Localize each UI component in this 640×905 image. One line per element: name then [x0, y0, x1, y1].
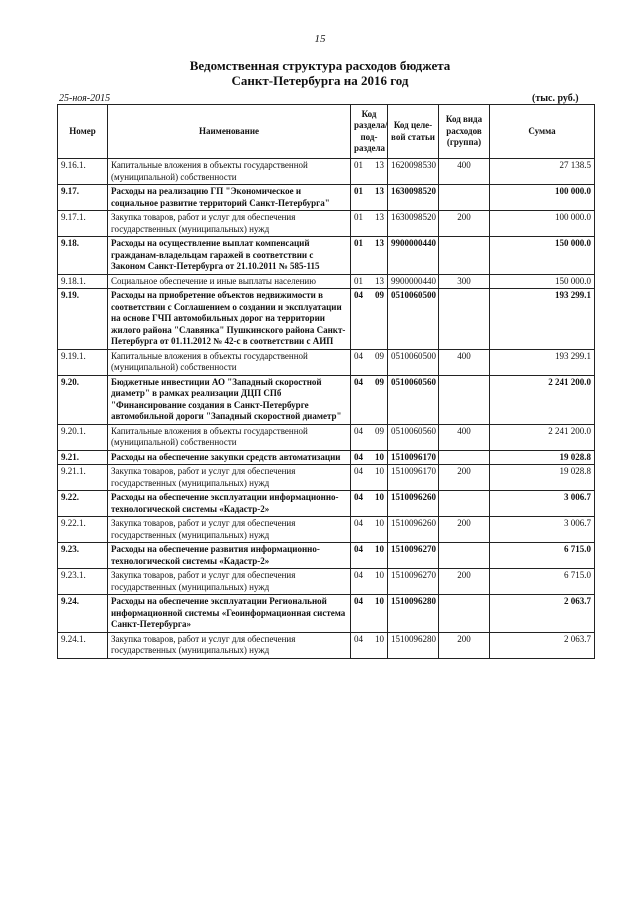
row-sum: 100 000.0 [490, 211, 595, 237]
row-target-code: 9900000440 [388, 237, 439, 275]
row-sum: 6 715.0 [490, 543, 595, 569]
row-sum: 2 063.7 [490, 595, 595, 633]
row-name: Закупка товаров, работ и услуг для обеспечения государственных (муниципальных) нужд [108, 569, 351, 595]
row-section-code: 04 [351, 595, 371, 633]
row-subsection-code: 10 [371, 491, 388, 517]
title-line-1: Ведомственная структура расходов бюджета [189, 58, 451, 73]
row-section-code: 04 [351, 543, 371, 569]
row-section-code: 04 [351, 375, 371, 424]
row-name: Капитальные вложения в объекты государственной (муниципальной) собственности [108, 424, 351, 450]
row-subsection-code: 09 [371, 289, 388, 350]
row-sum: 3 006.7 [490, 491, 595, 517]
row-section-code: 04 [351, 289, 371, 350]
row-expense-type: 400 [439, 159, 490, 185]
row-expense-type [439, 543, 490, 569]
row-target-code: 1630098520 [388, 185, 439, 211]
row-number: 9.21.1. [58, 465, 108, 491]
row-expense-type: 200 [439, 211, 490, 237]
row-target-code: 1630098520 [388, 211, 439, 237]
row-sum: 27 138.5 [490, 159, 595, 185]
row-target-code: 1510096260 [388, 517, 439, 543]
row-subsection-code: 10 [371, 543, 388, 569]
title-line-2: Санкт-Петербурга на 2016 год [231, 73, 409, 88]
table-row [58, 450, 595, 465]
row-expense-type [439, 289, 490, 350]
row-section-code: 04 [351, 450, 371, 465]
header-number: Номер [58, 105, 108, 159]
row-name: Бюджетные инвестиции АО "Западный скоростной диаметр" в рамках реализации ДЦП СПб "Финансирование создания в Санкт-Петербурге автомобильной дороги "Западный скоростной диаметр" [108, 375, 351, 424]
row-name: Социальное обеспечение и иные выплаты населению [108, 274, 351, 289]
row-sum: 2 063.7 [490, 632, 595, 658]
page-number: 15 [314, 33, 326, 45]
row-number: 9.23. [58, 543, 108, 569]
row-expense-type [439, 450, 490, 465]
row-section-code: 01 [351, 211, 371, 237]
row-expense-type: 200 [439, 465, 490, 491]
document-date: 25-ноя-2015 [59, 93, 111, 104]
row-section-code: 04 [351, 632, 371, 658]
header-name: Наименование [108, 105, 351, 159]
row-number: 9.19. [58, 289, 108, 350]
row-sum: 2 241 200.0 [490, 424, 595, 450]
row-section-code: 01 [351, 237, 371, 275]
row-subsection-code: 10 [371, 465, 388, 491]
row-name: Капитальные вложения в объекты государственной (муниципальной) собственности [108, 349, 351, 375]
row-target-code: 1510096170 [388, 465, 439, 491]
row-number: 9.20. [58, 375, 108, 424]
row-sum: 19 028.8 [490, 450, 595, 465]
row-target-code: 1510096170 [388, 450, 439, 465]
units-label: (тыс. руб.) [532, 93, 579, 104]
row-sum: 193 299.1 [490, 289, 595, 350]
row-number: 9.16.1. [58, 159, 108, 185]
row-subsection-code: 13 [371, 185, 388, 211]
row-number: 9.17.1. [58, 211, 108, 237]
row-target-code: 0510060560 [388, 424, 439, 450]
row-name: Расходы на реализацию ГП "Экономическое и социальное развитие территорий Санкт-Петербурга" [108, 185, 351, 211]
row-target-code: 9900000440 [388, 274, 439, 289]
row-subsection-code: 09 [371, 375, 388, 424]
table-row [58, 517, 595, 543]
row-section-code: 01 [351, 185, 371, 211]
row-subsection-code: 13 [371, 274, 388, 289]
row-section-code: 04 [351, 491, 371, 517]
table-row [58, 274, 595, 289]
row-subsection-code: 13 [371, 159, 388, 185]
row-name: Закупка товаров, работ и услуг для обеспечения государственных (муниципальных) нужд [108, 465, 351, 491]
row-number: 9.17. [58, 185, 108, 211]
table-row [58, 424, 595, 450]
row-section-code: 01 [351, 274, 371, 289]
row-sum: 150 000.0 [490, 237, 595, 275]
table-row [58, 349, 595, 375]
row-name: Расходы на обеспечение эксплуатации информационно-технологической системы «Кадастр-2» [108, 491, 351, 517]
row-name: Закупка товаров, работ и услуг для обеспечения государственных (муниципальных) нужд [108, 632, 351, 658]
row-target-code: 1510096270 [388, 543, 439, 569]
table-row [58, 465, 595, 491]
row-subsection-code: 13 [371, 211, 388, 237]
row-expense-type: 200 [439, 569, 490, 595]
row-expense-type [439, 375, 490, 424]
row-subsection-code: 10 [371, 595, 388, 633]
row-subsection-code: 09 [371, 424, 388, 450]
row-number: 9.18. [58, 237, 108, 275]
row-number: 9.21. [58, 450, 108, 465]
table-row [58, 595, 595, 633]
row-expense-type [439, 595, 490, 633]
row-number: 9.24.1. [58, 632, 108, 658]
table-row [58, 289, 595, 350]
row-number: 9.19.1. [58, 349, 108, 375]
row-number: 9.20.1. [58, 424, 108, 450]
row-expense-type: 400 [439, 424, 490, 450]
row-target-code: 1620098530 [388, 159, 439, 185]
row-target-code: 1510096270 [388, 569, 439, 595]
table-row [58, 543, 595, 569]
table-row [58, 569, 595, 595]
row-name: Закупка товаров, работ и услуг для обеспечения государственных (муниципальных) нужд [108, 211, 351, 237]
row-name: Расходы на обеспечение развития информационно-технологической системы «Кадастр-2» [108, 543, 351, 569]
row-sum: 2 241 200.0 [490, 375, 595, 424]
row-name: Расходы на приобретение объектов недвижимости в соответствии с Соглашением о создании и эксплуатации на основе ГЧП автомобильных дорог на территории жилого района "Славянка" Пушкинского района Санкт-Петербурга от 01.11.2012 № 42-с в соответствии с АИП [108, 289, 351, 350]
row-name: Закупка товаров, работ и услуг для обеспечения государственных (муниципальных) нужд [108, 517, 351, 543]
row-number: 9.24. [58, 595, 108, 633]
row-expense-type: 200 [439, 517, 490, 543]
row-subsection-code: 09 [371, 349, 388, 375]
row-subsection-code: 10 [371, 517, 388, 543]
row-expense-type: 400 [439, 349, 490, 375]
row-number: 9.22.1. [58, 517, 108, 543]
row-expense-type [439, 237, 490, 275]
row-target-code: 0510060500 [388, 289, 439, 350]
row-target-code: 1510096280 [388, 632, 439, 658]
table-row [58, 375, 595, 424]
row-target-code: 1510096260 [388, 491, 439, 517]
row-name: Расходы на обеспечение закупки средств автоматизации [108, 450, 351, 465]
row-number: 9.23.1. [58, 569, 108, 595]
row-number: 9.22. [58, 491, 108, 517]
row-name: Расходы на осуществление выплат компенсаций гражданам-владельцам гаражей в соответствии с Законом Санкт-Петербурга от 21.10.2011 № 585-115 [108, 237, 351, 275]
row-subsection-code: 10 [371, 632, 388, 658]
table-body [58, 159, 595, 659]
table-row [58, 159, 595, 185]
table-row [58, 185, 595, 211]
row-section-code: 04 [351, 349, 371, 375]
budget-table [57, 104, 595, 659]
table-row [58, 211, 595, 237]
row-subsection-code: 10 [371, 569, 388, 595]
row-number: 9.18.1. [58, 274, 108, 289]
document-title [0, 58, 640, 88]
table-row [58, 237, 595, 275]
header-expense-type: Код вида расходов (группа) [439, 105, 490, 159]
row-section-code: 01 [351, 159, 371, 185]
row-expense-type: 300 [439, 274, 490, 289]
row-name: Капитальные вложения в объекты государственной (муниципальной) собственности [108, 159, 351, 185]
row-sum: 100 000.0 [490, 185, 595, 211]
header-section-code: Код раздела/ под- раздела [351, 105, 388, 159]
row-sum: 3 006.7 [490, 517, 595, 543]
row-section-code: 04 [351, 569, 371, 595]
row-sum: 6 715.0 [490, 569, 595, 595]
row-subsection-code: 13 [371, 237, 388, 275]
row-target-code: 0510060560 [388, 375, 439, 424]
row-name: Расходы на обеспечение эксплуатации Региональной информационной системы «Геоинформационная система Санкт-Петербурга» [108, 595, 351, 633]
row-subsection-code: 10 [371, 450, 388, 465]
row-target-code: 0510060500 [388, 349, 439, 375]
row-expense-type [439, 491, 490, 517]
row-sum: 193 299.1 [490, 349, 595, 375]
table-row [58, 491, 595, 517]
table-row [58, 632, 595, 658]
row-target-code: 1510096280 [388, 595, 439, 633]
header-target-code: Код целе- вой статьи [388, 105, 439, 159]
row-sum: 19 028.8 [490, 465, 595, 491]
row-expense-type [439, 185, 490, 211]
row-section-code: 04 [351, 517, 371, 543]
row-section-code: 04 [351, 465, 371, 491]
row-section-code: 04 [351, 424, 371, 450]
header-sum: Сумма [490, 105, 595, 159]
row-expense-type: 200 [439, 632, 490, 658]
row-sum: 150 000.0 [490, 274, 595, 289]
table-header-row [58, 105, 595, 159]
